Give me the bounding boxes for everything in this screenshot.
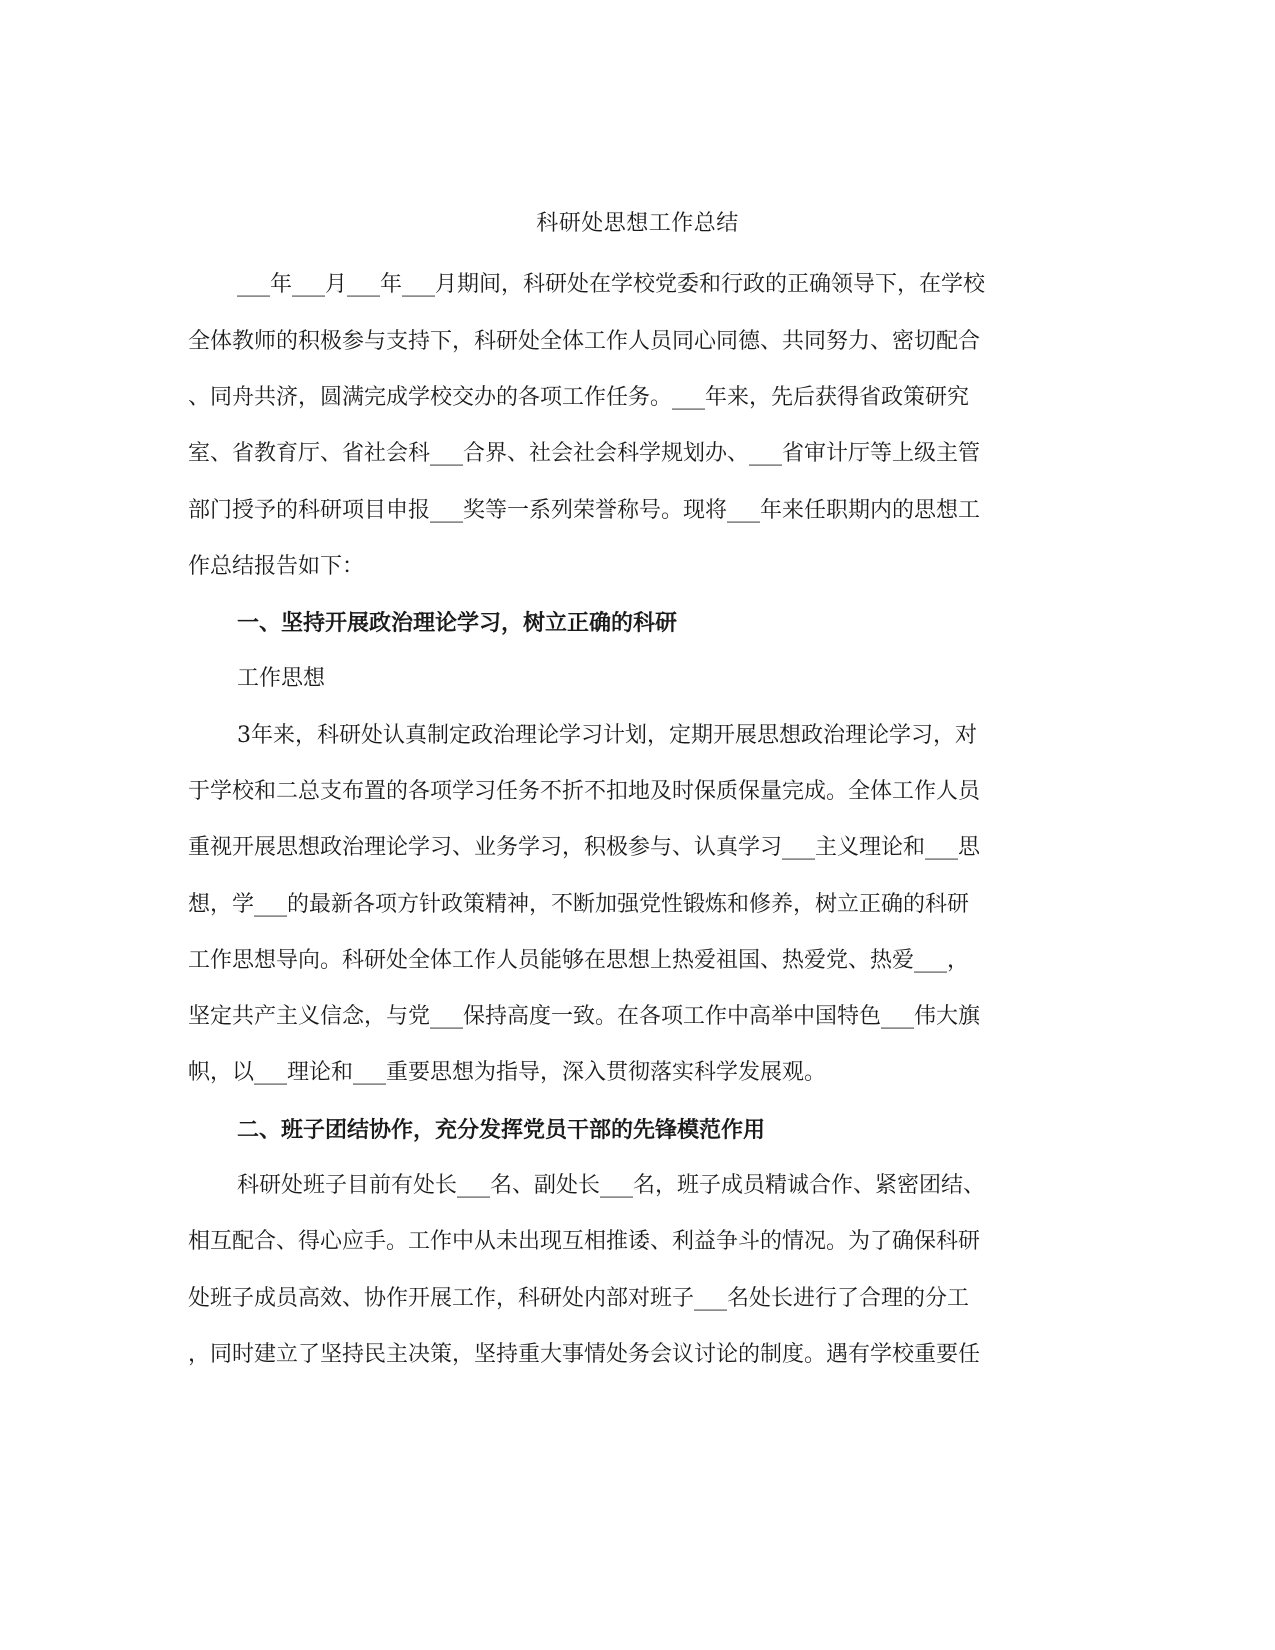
paragraph-line: 工作思想导向。科研处全体工作人员能够在思想上热爱祖国、热爱党、热爱___，: [188, 948, 970, 973]
paragraph-line: 部门授予的科研项目申报___奖等一系列荣誉称号。现将___年来任职期内的思想工: [188, 498, 981, 523]
paragraph-line: ，同时建立了坚持民主决策，坚持重大事情处务会议讨论的制度。遇有学校重要任: [188, 1342, 981, 1367]
paragraph-line: 科研处班子目前有处长___名、副处长___名，班子成员精诚合作、紧密团结、: [237, 1173, 986, 1198]
paragraph-line: 、同舟共济，圆满完成学校交办的各项工作任务。___年来，先后获得省政策研究: [188, 385, 970, 410]
paragraph-line: 想，学___的最新各项方针政策精神，不断加强党性锻炼和修养，树立正确的科研: [188, 892, 970, 917]
paragraph-line: 处班子成员高效、协作开展工作，科研处内部对班子___名处长进行了合理的分工: [188, 1286, 970, 1311]
paragraph-line: 全体教师的积极参与支持下，科研处全体工作人员同心同德、共同努力、密切配合: [188, 329, 981, 354]
paragraph-line: 坚定共产主义信念，与党___保持高度一致。在各项工作中高举中国特色___伟大旗: [188, 1004, 981, 1029]
paragraph-line: 帜，以___理论和___重要思想为指导，深入贯彻落实科学发展观。: [188, 1060, 827, 1085]
section-heading: 二、班子团结协作，充分发挥党员干部的先锋模范作用: [237, 1117, 766, 1143]
paragraph-line: 作总结报告如下：: [188, 554, 365, 579]
section-heading: 一、坚持开展政治理论学习，树立正确的科研: [237, 610, 678, 636]
paragraph-line: 3年来，科研处认真制定政治理论学习计划，定期开展思想政治理论学习，对: [237, 723, 977, 748]
paragraph-line: 室、省教育厅、省社会科___合界、社会社会科学规划办、___省审计厅等上级主管: [188, 441, 981, 466]
paragraph-line: 相互配合、得心应手。工作中从未出现互相推诿、利益争斗的情况。为了确保科研: [188, 1229, 981, 1254]
paragraph-line: 于学校和二总支布置的各项学习任务不折不扣地及时保质保量完成。全体工作人员: [188, 779, 981, 804]
paragraph-line: ___年___月___年___月期间，科研处在学校党委和行政的正确领导下，在学校: [237, 272, 986, 297]
section-heading-continuation: 工作思想: [237, 666, 326, 691]
document-title: 科研处思想工作总结: [536, 211, 739, 236]
paragraph-line: 重视开展思想政治理论学习、业务学习，积极参与、认真学习___主义理论和___思: [188, 835, 981, 860]
